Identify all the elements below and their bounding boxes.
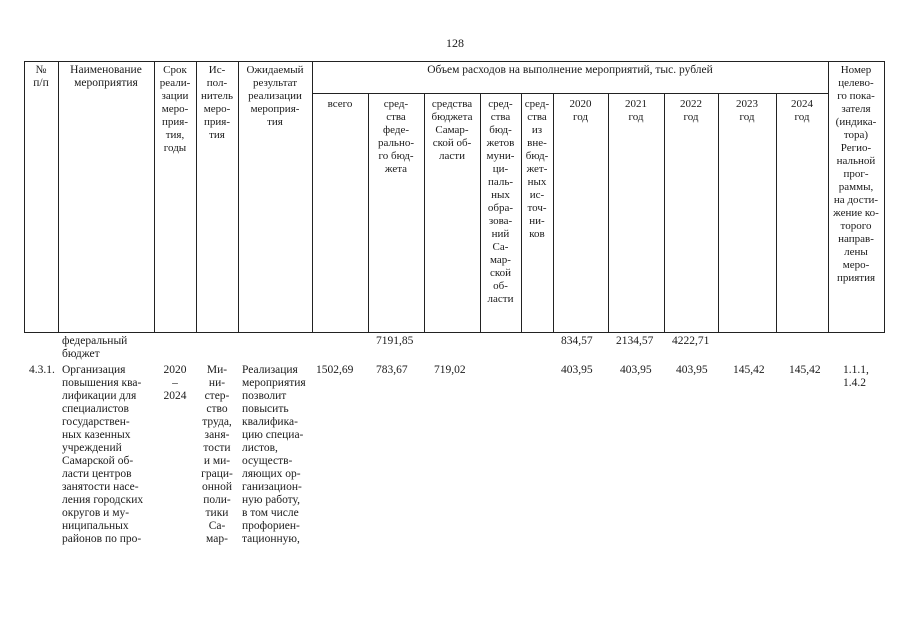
page-number: 128 — [446, 36, 464, 50]
table-top-border — [24, 61, 884, 62]
row-431-2023: 145,42 — [733, 364, 765, 376]
row-431-indicator: 1.1.1, 1.4.2 — [843, 364, 869, 389]
row-431-2022: 403,95 — [676, 364, 708, 376]
col-divider — [24, 61, 25, 333]
row-431-total: 1502,69 — [316, 364, 354, 376]
subheader-federal-budget: сред- ства феде- рально- го бюд- жета — [377, 98, 415, 175]
subheader-extrabudgetary: сред- ства из вне- бюд- жет- ных ис- точ- ни- ков — [524, 98, 550, 240]
row-431-expected-result: Реализация мероприятия позволит повысить квалифика- цию специа- листов, осуществ- ляющих ор- ганизацион- ную работу, в том числе профориен- тационную, — [242, 364, 306, 545]
subheader-regional-budget: средства бюджета Самар- ской об- ласти — [431, 98, 473, 162]
subcol-divider — [718, 93, 719, 333]
subcol-divider — [608, 93, 609, 333]
row-431-regional: 719,02 — [434, 364, 466, 376]
subheader-year-2024: 2024 год — [791, 98, 813, 123]
subcol-divider — [553, 93, 554, 333]
header-number: № п/п — [33, 64, 49, 89]
subcol-divider — [664, 93, 665, 333]
subheader-year-2020: 2020 год — [569, 98, 592, 123]
row-431-2021: 403,95 — [620, 364, 652, 376]
volume-subheader-line — [312, 93, 828, 94]
col-divider — [884, 61, 885, 333]
header-term: Срок реали- зации меро- прия- тия, годы — [159, 64, 191, 154]
header-name: Наименование мероприятия — [70, 64, 142, 89]
subheader-municipal-budget: сред- ства бюд- жетов муни- ци- паль- ных обра- зова- ний Са- мар- ской об- ласти — [486, 98, 515, 305]
row-federal-budget-value: 7191,85 — [376, 335, 414, 347]
row-431-name: Организация повышения ква- лификации для специалистов государствен- ных казенных учреждений Самарской об- ласти центров занятости насе- ления городских округов и му- ниципальных районов по про- — [62, 364, 144, 545]
row-federal-2022-value: 4222,71 — [672, 335, 710, 347]
row-federal-label: федеральный бюджет — [62, 335, 128, 360]
subheader-year-2022: 2022 год — [680, 98, 702, 123]
header-expense-volume: Объем расходов на выполнение мероприятий, тыс. рублей — [427, 64, 713, 76]
row-federal-2021-value: 2134,57 — [616, 335, 654, 347]
row-431-number: 4.3.1. — [29, 364, 55, 376]
row-431-term: 2020 – 2024 — [163, 364, 187, 402]
row-431-2020: 403,95 — [561, 364, 593, 376]
header-indicator-number: Номер целево- го пока- зателя (индика- тора) Регио- нальной прог- раммы, на дости- жение ко- торого направ- лены меро- приятия — [833, 64, 879, 284]
header-expected-result: Ожидаемый результат реализации мероприя- тия — [246, 64, 304, 128]
col-divider — [58, 61, 59, 333]
row-federal-2020-value: 834,57 — [561, 335, 593, 347]
subheader-year-2021: 2021 год — [625, 98, 647, 123]
row-431-executor: Ми- ни- стер- ство труда, заня- тости и ми- граци- онной поли- тики Са- мар- — [201, 364, 233, 545]
table-header-bottom-border — [24, 332, 884, 333]
subcol-divider — [776, 93, 777, 333]
subheader-year-2023: 2023 год — [736, 98, 758, 123]
row-431-2024: 145,42 — [789, 364, 821, 376]
subheader-total: всего — [327, 98, 353, 110]
row-431-federal: 783,67 — [376, 364, 408, 376]
header-executor: Ис- пол- нитель меро- прия- тия — [201, 64, 233, 141]
